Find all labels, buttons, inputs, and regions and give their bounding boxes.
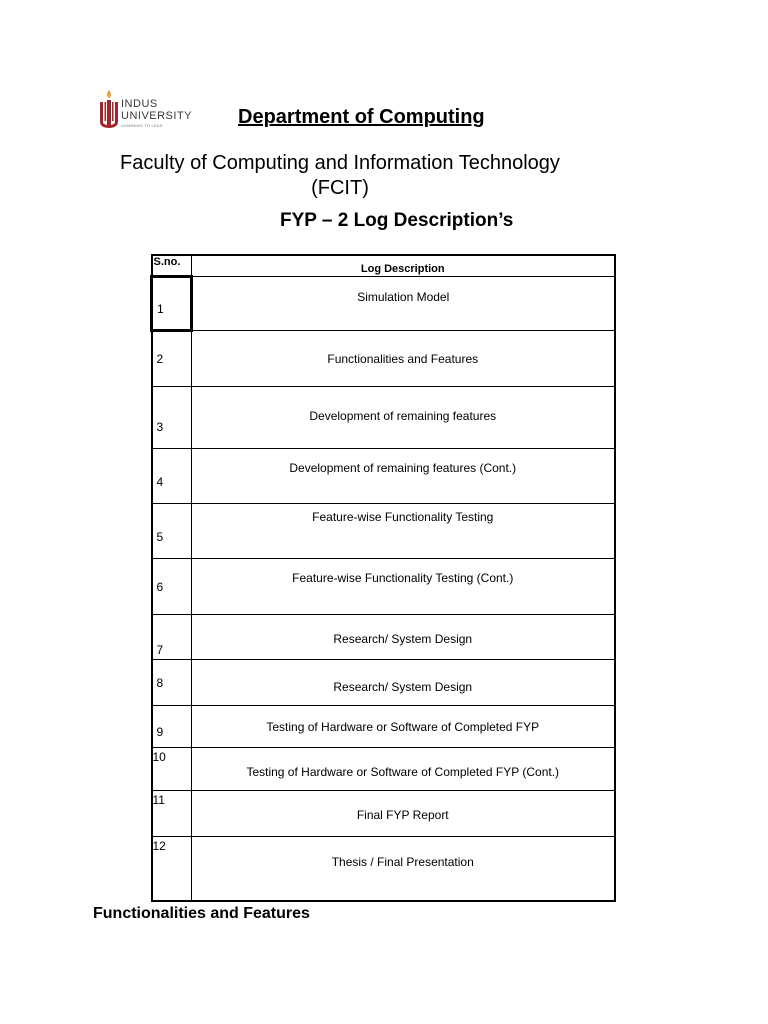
row-description: Testing of Hardware or Software of Completed FYP [191, 706, 615, 748]
department-title: Department of Computing [238, 106, 485, 128]
table-row [152, 837, 616, 901]
table-row [152, 791, 616, 837]
row-description: Research/ System Design [191, 660, 615, 706]
table-header-row [152, 255, 616, 277]
table-row [152, 449, 616, 504]
row-description: Functionalities and Features [191, 331, 615, 387]
logo-tagline: LEARNING TO LEAD [121, 123, 163, 128]
table-row [152, 660, 616, 706]
row-description: Development of remaining features (Cont.) [191, 449, 615, 504]
faculty-title [0, 151, 680, 201]
table-row [152, 706, 616, 748]
table-row [152, 748, 616, 791]
row-sno: 2 [152, 331, 192, 387]
faculty-line-2: (FCIT) [311, 177, 369, 199]
logo-line-2: UNIVERSITY [121, 110, 193, 122]
row-description: Testing of Hardware or Software of Completed FYP (Cont.) [191, 748, 615, 791]
row-sno: 10 [152, 748, 192, 791]
table-row [152, 331, 616, 387]
row-description: Research/ System Design [191, 615, 615, 660]
row-sno: 6 [152, 559, 192, 615]
row-sno: 5 [152, 504, 192, 559]
row-sno: 3 [152, 387, 192, 449]
log-title: FYP – 2 Log Description’s [280, 210, 514, 231]
row-sno: 9 [152, 706, 192, 748]
row-description: Development of remaining features [191, 387, 615, 449]
row-sno: 12 [152, 837, 192, 901]
section-heading: Functionalities and Features [93, 905, 310, 922]
row-sno: 8 [152, 660, 192, 706]
row-description: Feature-wise Functionality Testing (Cont.) [191, 559, 615, 615]
row-description: Feature-wise Functionality Testing [191, 504, 615, 559]
table-row [152, 559, 616, 615]
row-description: Final FYP Report [191, 791, 615, 837]
faculty-line-1: Faculty of Computing and Information Technology [120, 152, 560, 174]
logo-line-1: INDUS [121, 98, 158, 110]
table-row [152, 615, 616, 660]
row-description: Thesis / Final Presentation [191, 837, 615, 901]
university-logo [97, 88, 215, 130]
log-table [150, 254, 616, 902]
row-sno: 4 [152, 449, 192, 504]
row-sno: 11 [152, 791, 192, 837]
row-sno: 7 [152, 615, 192, 660]
header-sno: S.no. [152, 255, 192, 277]
torch-logo-icon [97, 88, 121, 130]
row-description: Simulation Model [191, 277, 615, 331]
table-row [152, 504, 616, 559]
logo-wordmark [121, 99, 192, 128]
table-row [152, 387, 616, 449]
header-log-description: Log Description [191, 255, 615, 277]
table-row [152, 277, 616, 331]
row-sno: 1 [152, 277, 192, 331]
